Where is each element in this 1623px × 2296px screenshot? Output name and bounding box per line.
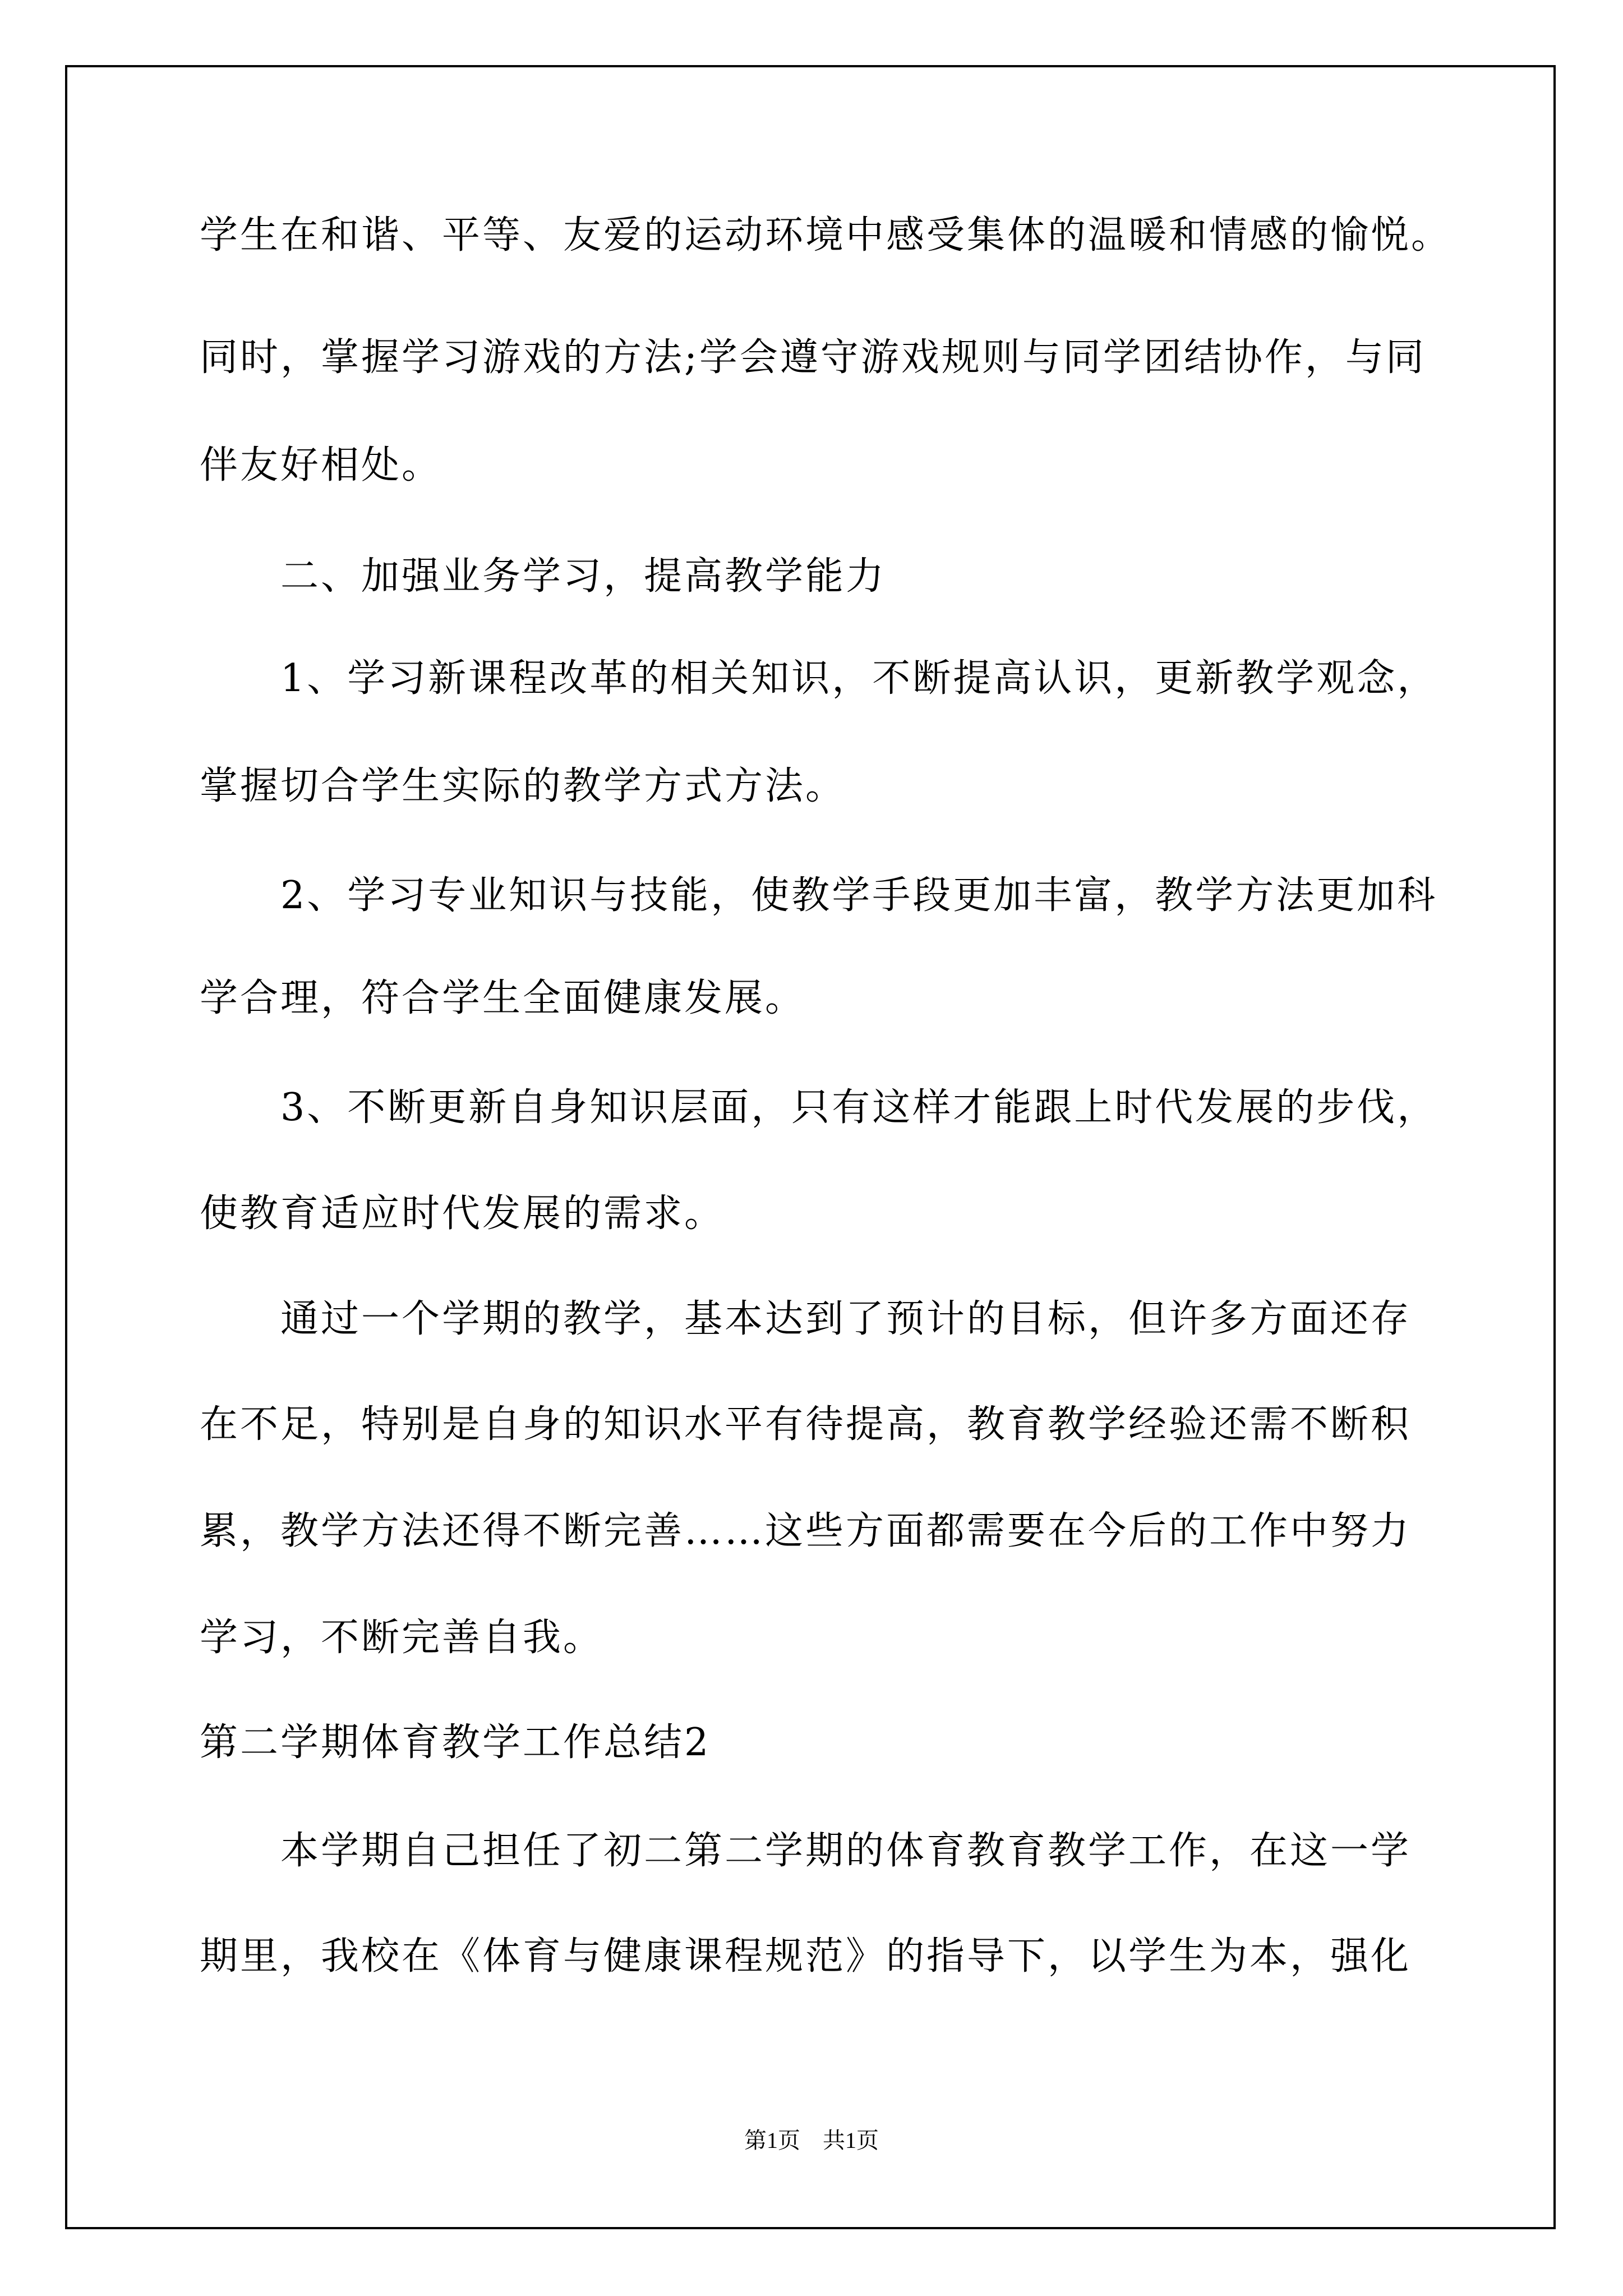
page-footer: 第1页 共1页 [744, 2128, 879, 2153]
text-line: 通过一个学期的教学，基本达到了预计的目标，但许多方面还存 [280, 1297, 1412, 1341]
text-line: 在不足，特别是自身的知识水平有待提高，教育教学经验还需不断积 [200, 1402, 1412, 1447]
text-line: 3、不断更新自身知识层面，只有这样才能跟上时代发展的步伐， [280, 1085, 1438, 1130]
text-line: 使教育适应时代发展的需求。 [200, 1191, 725, 1236]
text-line: 掌握切合学生实际的教学方式方法。 [200, 764, 846, 808]
text-line: 学习，不断完善自我。 [200, 1616, 604, 1660]
text-line: 学生在和谐、平等、友爱的运动环境中感受集体的温暖和情感的愉悦。 [200, 213, 1452, 257]
section-heading: 二、加强业务学习，提高教学能力 [280, 554, 887, 599]
text-line: 学合理，符合学生全面健康发展。 [200, 976, 806, 1020]
text-line: 本学期自己担任了初二第二学期的体育教育教学工作，在这一学 [280, 1829, 1412, 1873]
text-line: 伴友好相处。 [200, 443, 442, 487]
text-line: 累，教学方法还得不断完善……这些方面都需要在今后的工作中努力 [200, 1509, 1412, 1553]
text-line: 期里，我校在《体育与健康课程规范》的指导下，以学生为本，强化 [200, 1934, 1412, 1978]
text-line: 1、学习新课程改革的相关知识，不断提高认识，更新教学观念， [280, 656, 1438, 701]
text-line: 同时，掌握学习游戏的方法;学会遵守游戏规则与同学团结协作，与同 [200, 335, 1426, 380]
document-title: 第二学期体育教学工作总结2 [200, 1720, 711, 1765]
page-border [65, 65, 1556, 2229]
text-line: 2、学习专业知识与技能，使教学手段更加丰富，教学方法更加科 [280, 873, 1438, 918]
